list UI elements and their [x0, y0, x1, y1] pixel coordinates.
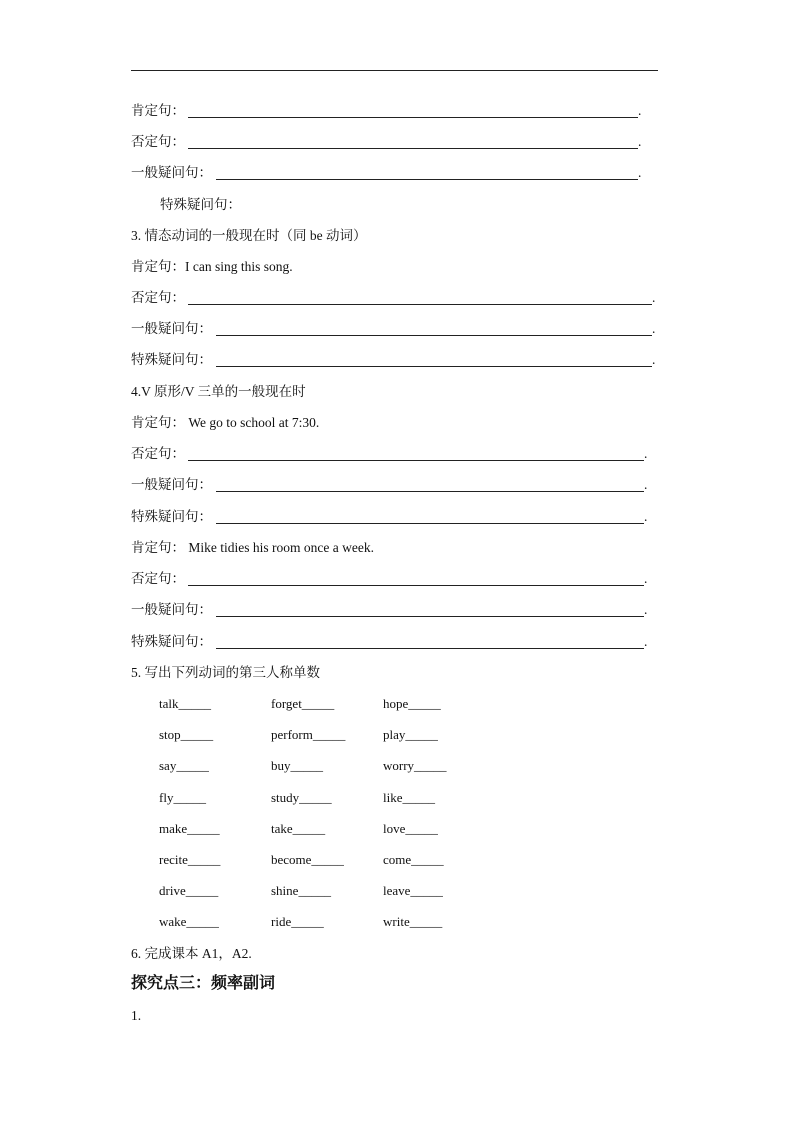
- verb-item: fly_____: [159, 790, 206, 805]
- verb-item: write_____: [383, 914, 443, 929]
- special-question-label: 特殊疑问句：: [160, 197, 241, 212]
- affirmative-label: 肯定句：: [131, 103, 185, 118]
- period: .: [638, 103, 642, 118]
- verb-item: wake_____: [159, 914, 219, 929]
- negative-label: 否定句：: [131, 571, 185, 586]
- answer-blank[interactable]: [188, 585, 644, 586]
- special-question-label: 特殊疑问句：: [131, 352, 212, 367]
- verb-item: forget_____: [271, 696, 335, 711]
- period: .: [644, 477, 648, 492]
- period: .: [652, 290, 656, 305]
- verb-item: stop_____: [159, 727, 214, 742]
- period: .: [638, 165, 642, 180]
- negative-label: 否定句：: [131, 446, 185, 461]
- verb-item: hope_____: [383, 696, 441, 711]
- section6-title: 6. 完成课本 A1，A2.: [131, 946, 252, 961]
- general-question-label: 一般疑问句：: [131, 602, 212, 617]
- verb-item: come_____: [383, 852, 444, 867]
- verb-item: become_____: [271, 852, 344, 867]
- verb-item: talk_____: [159, 696, 211, 711]
- answer-blank[interactable]: [188, 117, 638, 118]
- answer-blank[interactable]: [188, 148, 638, 149]
- period: .: [644, 509, 648, 524]
- period: .: [644, 602, 648, 617]
- period: .: [638, 134, 642, 149]
- verb-item: study_____: [271, 790, 332, 805]
- answer-blank[interactable]: [216, 523, 644, 524]
- period: .: [652, 352, 656, 367]
- answer-blank[interactable]: [216, 179, 638, 180]
- verb-item: leave_____: [383, 883, 443, 898]
- verb-item: buy_____: [271, 758, 323, 773]
- period: .: [644, 571, 648, 586]
- answer-blank[interactable]: [216, 335, 652, 336]
- section4-title: 4.V 原形/V 三单的一般现在时: [131, 384, 306, 399]
- verb-item: ride_____: [271, 914, 324, 929]
- verb-item: play_____: [383, 727, 438, 742]
- special-question-label: 特殊疑问句：: [131, 509, 212, 524]
- period: .: [644, 446, 648, 461]
- negative-label: 否定句：: [131, 290, 185, 305]
- section3-affirmative: 肯定句：I can sing this song.: [131, 259, 293, 274]
- section5-title: 5. 写出下列动词的第三人称单数: [131, 665, 320, 680]
- verb-item: make_____: [159, 821, 220, 836]
- answer-blank[interactable]: [216, 648, 644, 649]
- answer-blank[interactable]: [216, 491, 644, 492]
- general-question-label: 一般疑问句：: [131, 321, 212, 336]
- verb-item: take_____: [271, 821, 326, 836]
- verb-item: like_____: [383, 790, 435, 805]
- section3-title: 3. 情态动词的一般现在时（同 be 动词）: [131, 228, 367, 243]
- verb-item: perform_____: [271, 727, 346, 742]
- negative-label: 否定句：: [131, 134, 185, 149]
- header-rule: [131, 70, 658, 71]
- verb-item: drive_____: [159, 883, 219, 898]
- general-question-label: 一般疑问句：: [131, 165, 212, 180]
- period: .: [644, 634, 648, 649]
- verb-item: worry_____: [383, 758, 447, 773]
- verb-item: say_____: [159, 758, 209, 773]
- verb-item: recite_____: [159, 852, 221, 867]
- answer-blank[interactable]: [188, 304, 652, 305]
- special-question-label: 特殊疑问句：: [131, 634, 212, 649]
- verb-item: shine_____: [271, 883, 331, 898]
- explore-item-1: 1.: [131, 1008, 142, 1023]
- answer-blank[interactable]: [216, 616, 644, 617]
- answer-blank[interactable]: [216, 366, 652, 367]
- section4-affirmative-1: 肯定句： We go to school at 7:30.: [131, 415, 320, 430]
- answer-blank[interactable]: [188, 460, 644, 461]
- explore-heading: 探究点三：频率副词: [131, 975, 276, 992]
- general-question-label: 一般疑问句：: [131, 477, 212, 492]
- period: .: [652, 321, 656, 336]
- verb-item: love_____: [383, 821, 438, 836]
- section4-affirmative-2: 肯定句： Mike tidies his room once a week.: [131, 540, 374, 555]
